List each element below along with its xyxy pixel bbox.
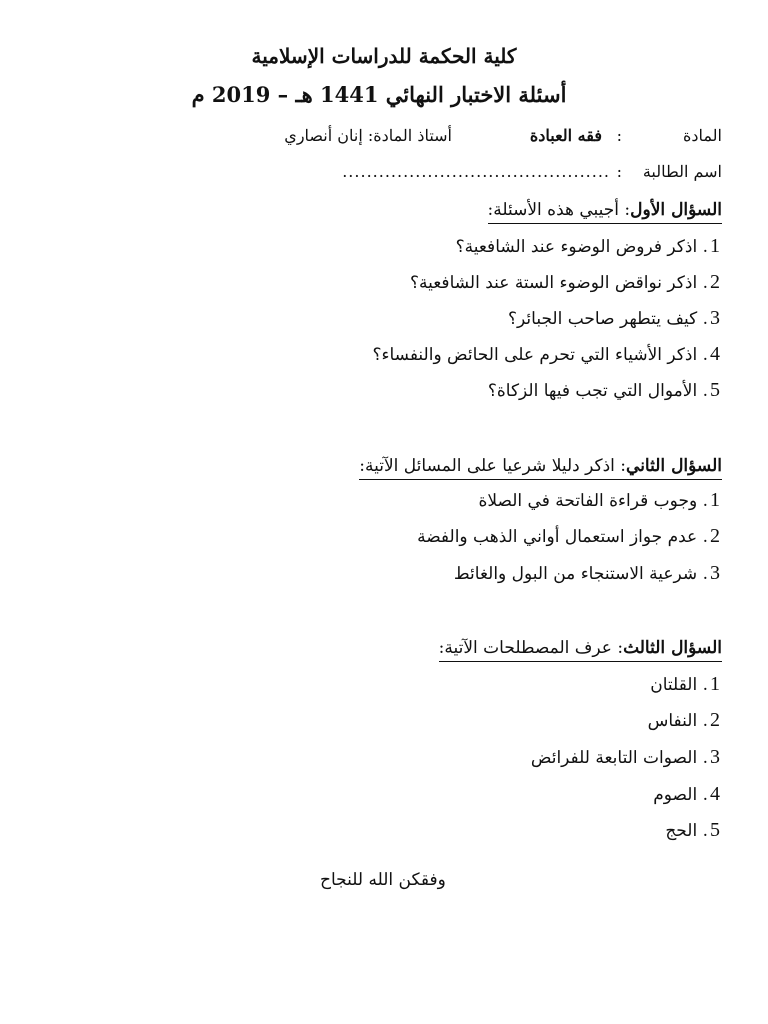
subject-label: المادة bbox=[683, 126, 722, 145]
list-item: 4. الصوم bbox=[653, 783, 720, 805]
subject-colon: : bbox=[616, 126, 622, 145]
question-1-heading bbox=[488, 198, 723, 224]
college-name: كلية الحكمة للدراسات الإسلامية bbox=[251, 44, 517, 68]
question-1-title: السؤال الأول bbox=[630, 200, 722, 220]
student-name-blank: ............................................ bbox=[342, 162, 610, 181]
subject-value: فقه العبادة bbox=[529, 126, 602, 145]
list-item: 2. عدم جواز استعمال أواني الذهب والفضة bbox=[417, 525, 720, 547]
question-3-heading bbox=[439, 636, 722, 662]
list-item: 2. النفاس bbox=[647, 709, 720, 731]
list-item: 5. الأموال التي تجب فيها الزكاة؟ bbox=[487, 379, 720, 401]
student-colon: : bbox=[616, 162, 622, 181]
subject-row bbox=[60, 126, 722, 150]
teacher-name: أستاذ المادة: إنان أنصاري bbox=[284, 126, 452, 145]
list-item: 3. شرعية الاستنجاء من البول والغائط bbox=[453, 562, 720, 584]
list-item: 2. اذكر نواقض الوضوء الستة عند الشافعية؟ bbox=[409, 271, 720, 293]
student-label: اسم الطالبة bbox=[642, 162, 722, 181]
list-item: 1. القلتان bbox=[650, 673, 720, 695]
list-item: 3. الصوات التابعة للفرائض bbox=[530, 746, 720, 768]
question-2-heading bbox=[359, 454, 722, 480]
question-3-title: السؤال الثالث bbox=[623, 638, 722, 658]
list-item: 1. اذكر فروض الوضوء عند الشافعية؟ bbox=[455, 235, 720, 257]
closing-wish: وفقكن الله للنجاح bbox=[320, 870, 446, 890]
list-item: 5. الحج bbox=[665, 819, 720, 841]
list-item: 3. كيف يتطهر صاحب الجبائر؟ bbox=[508, 307, 720, 329]
exam-title: أسئلة الاختبار النهائي 1441 هـ – 2019 م bbox=[191, 82, 567, 107]
question-3-instruction: : عرف المصطلحات الآتية: bbox=[438, 638, 624, 658]
student-row bbox=[60, 162, 722, 186]
question-2-title: السؤال الثاني bbox=[626, 456, 722, 476]
question-2-instruction: : اذكر دليلا شرعيا على المسائل الآتية: bbox=[359, 456, 627, 476]
list-item: 4. اذكر الأشياء التي تحرم على الحائض والنفساء؟ bbox=[372, 343, 720, 365]
list-item: 1. وجوب قراءة الفاتحة في الصلاة bbox=[478, 489, 720, 511]
question-1-instruction: : أجيبي هذه الأسئلة: bbox=[487, 200, 631, 220]
